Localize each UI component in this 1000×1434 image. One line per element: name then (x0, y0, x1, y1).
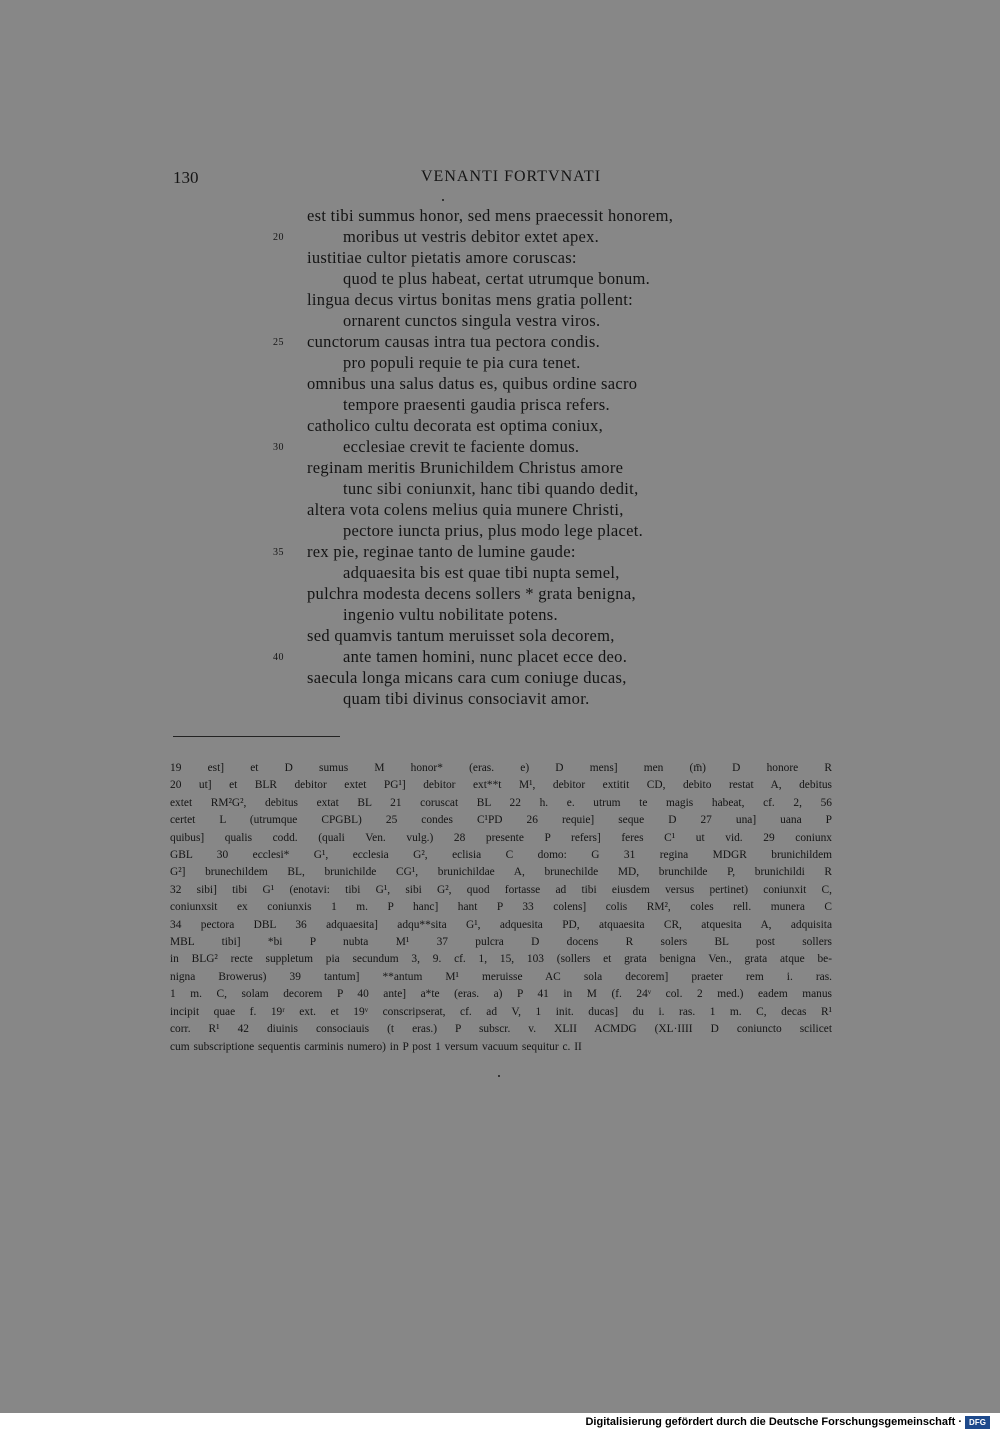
verse-text: ecclesiae crevit te faciente domus. (343, 437, 580, 456)
verse-line (273, 625, 733, 646)
line-number: 40 (273, 652, 284, 663)
apparatus-line: quibus] qualis codd. (quali Ven. vulg.) 28 presente P refers] feres C¹ ut vid. 29 coniunx (170, 831, 832, 844)
apparatus-line: extet RM²G², debitus extat BL 21 coruscat BL 22 h. e. utrum te magis habeat, cf. 2, 56 (170, 796, 832, 809)
verse-line (273, 415, 733, 436)
verse-line (273, 646, 733, 667)
apparatus-line: incipit quae f. 19ʳ ext. et 19ᵛ conscripserat, cf. ad V, 1 init. ducas] du i. ras. 1 m. C, decas R¹ (170, 1005, 832, 1018)
verse-line (273, 667, 733, 688)
line-number: 30 (273, 442, 284, 453)
verse-text: adquaesita bis est quae tibi nupta semel, (343, 563, 620, 582)
verse-line (273, 562, 733, 583)
verse-text: sed quamvis tantum meruisset sola decorem, (307, 626, 615, 645)
verse-text: quod te plus habeat, certat utrumque bonum. (343, 269, 651, 288)
footer-credit[interactable]: Digitalisierung gefördert durch die Deutsche Forschungsgemeinschaft · (585, 1416, 962, 1428)
dfg-logo-icon[interactable]: DFG (965, 1416, 990, 1429)
verse-line (273, 373, 733, 394)
apparatus-line: MBL tibi] *bi P nubta M¹ 37 pulcra D docens R solers BL post sollers (170, 936, 832, 949)
verse-text: tunc sibi coniunxit, hanc tibi quando dedit, (343, 479, 639, 498)
verse-line (273, 457, 733, 478)
verse-text: iustitiae cultor pietatis amore coruscas: (307, 248, 577, 267)
verse-text: pulchra modesta decens sollers * grata benigna, (307, 584, 636, 603)
tick-mark (442, 199, 444, 201)
verse-line (273, 583, 733, 604)
line-number: 20 (273, 232, 284, 243)
apparatus-line: 32 sibi] tibi G¹ (enotavi: tibi G¹, sibi G², quod fortasse ad tibi eiusdem versus pertinet) coniunxit C, (170, 883, 832, 896)
apparatus-line: 1 m. C, solam decorem P 40 ante] a*te (eras. a) P 41 in M (f. 24ᵛ col. 2 med.) eadem manus (170, 988, 832, 1001)
verse-text: cunctorum causas intra tua pectora condis. (307, 332, 600, 351)
verse-line (273, 226, 733, 247)
footnote-rule (173, 736, 340, 737)
apparatus-line: in BLG² recte suppletum pia secundum 3, 9. cf. 1, 15, 103 (sollers et grata benigna Ven., grata atque be- (170, 953, 832, 966)
verse-line (273, 541, 733, 562)
verse-text: lingua decus virtus bonitas mens gratia pollent: (307, 290, 634, 309)
apparatus-line: GBL 30 ecclesi* G¹, ecclesia G², eclisia C domo: G 31 regina MDGR brunichildem (170, 849, 832, 862)
verse-text: ante tamen homini, nunc placet ecce deo. (343, 647, 628, 666)
verse-line (273, 205, 733, 226)
apparatus-line: corr. R¹ 42 diuinis consociauis (t eras.) P subscr. v. XLII ACMDG (XL·IIII D coniuncto scilicet (170, 1023, 832, 1036)
verse-line (273, 247, 733, 268)
verse-line (273, 394, 733, 415)
apparatus-line: 34 pectora DBL 36 adquaesita] adqu**sita G¹, adquesita PD, atquaesita CR, atquesita A, adquisita (170, 918, 832, 931)
verse-line (273, 310, 733, 331)
verse-text: altera vota colens melius quia munere Christi, (307, 500, 624, 519)
verse-line (273, 499, 733, 520)
verse-text: ingenio vultu nobilitate potens. (343, 605, 558, 624)
verse-text: est tibi summus honor, sed mens praecessit honorem, (307, 206, 674, 225)
verse-line (273, 289, 733, 310)
apparatus-line: cum subscriptione sequentis carminis numero) in P post 1 versum vacuum sequitur c. II (170, 1040, 582, 1053)
verse-text: saecula longa micans cara cum coniuge ducas, (307, 668, 627, 687)
verse-text: reginam meritis Brunichildem Christus amore (307, 458, 624, 477)
line-number: 25 (273, 337, 284, 348)
apparatus-line: 20 ut] et BLR debitor extet PG¹] debitor ext**t M¹, debitor extitit CD, debito restat A, debitus (170, 779, 832, 792)
verse-text: ornarent cunctos singula vestra viros. (343, 311, 601, 330)
verse-line (273, 604, 733, 625)
page-number: 130 (173, 168, 199, 187)
end-dot (498, 1075, 500, 1077)
apparatus-line: 19 est] et D sumus M honor* (eras. e) D mens] men (m̄) D honore R (170, 762, 832, 774)
verse-line (273, 268, 733, 289)
verse-block (273, 205, 733, 709)
verse-line (273, 436, 733, 457)
verse-text: omnibus una salus datus es, quibus ordine sacro (307, 374, 638, 393)
verse-line (273, 331, 733, 352)
verse-text: tempore praesenti gaudia prisca refers. (343, 395, 610, 414)
footer-bar (0, 1413, 1000, 1434)
apparatus-line: nigna Browerus) 39 tantum] **antum M¹ meruisse AC sola decorem] praeter rem i. ras. (170, 970, 832, 983)
verse-line (273, 520, 733, 541)
verse-text: catholico cultu decorata est optima coniux, (307, 416, 604, 435)
verse-line (273, 478, 733, 499)
verse-text: pectore iuncta prius, plus modo lege placet. (343, 521, 644, 540)
verse-line (273, 352, 733, 373)
critical-apparatus (170, 760, 832, 1056)
apparatus-line: certet L (utrumque CPGBL) 25 condes C¹PD 26 requie] seque D 27 una] uana P (170, 814, 832, 827)
apparatus-line: coniunxsit ex coniunxis 1 m. P hanc] hant P 33 colens] colis RM², coles rell. munera C (170, 901, 832, 914)
verse-line (273, 688, 733, 709)
running-title: VENANTI FORTVNATI (421, 168, 602, 185)
line-number: 35 (273, 547, 284, 558)
verse-text: pro populi requie te pia cura tenet. (343, 353, 581, 372)
apparatus-line: G²] brunechildem BL, brunichilde CG¹, brunichildae A, brunechilde MD, brunchilde P, brunichildi R (170, 866, 832, 879)
verse-text: rex pie, reginae tanto de lumine gaude: (307, 542, 576, 561)
verse-text: moribus ut vestris debitor extet apex. (343, 227, 600, 246)
verse-text: quam tibi divinus consociavit amor. (343, 689, 590, 708)
